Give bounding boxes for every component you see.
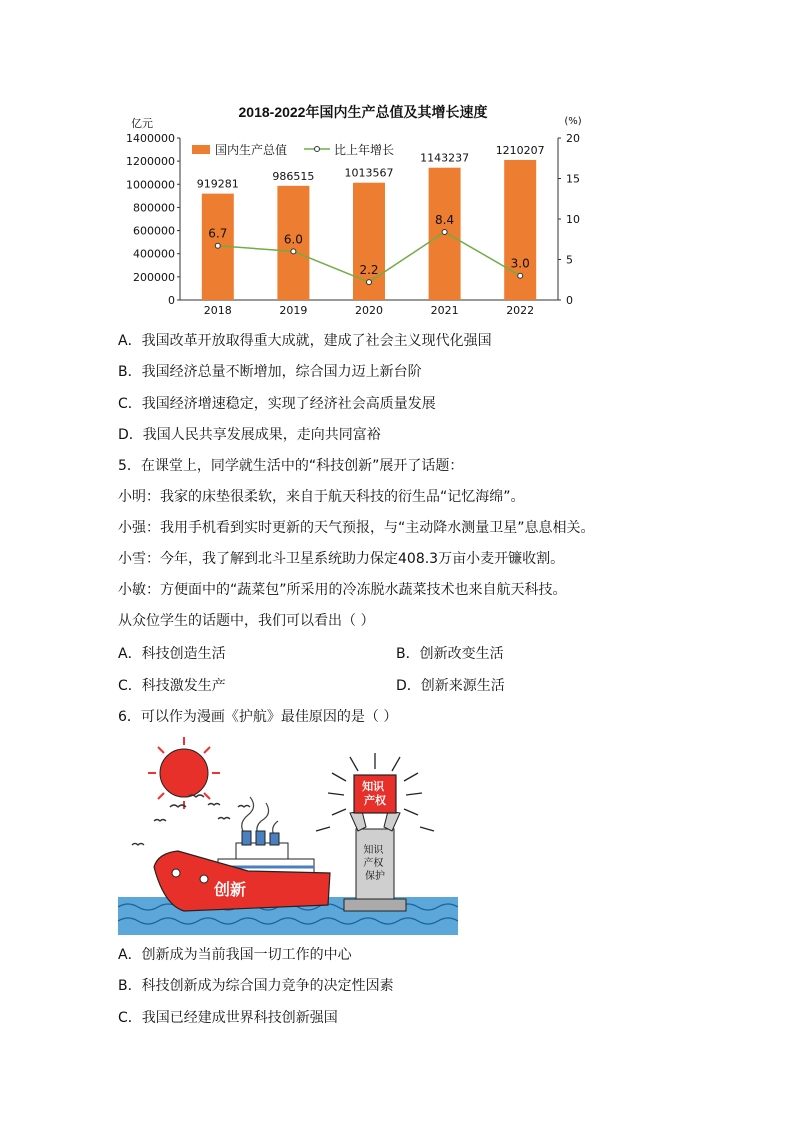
- q6-option-b: B．科技创新成为综合国力竞争的决定性因素: [118, 978, 394, 994]
- x-axis-labels: [204, 304, 534, 317]
- q4-option-b: B．我国经济总量不断增加，综合国力迈上新台阶: [118, 364, 422, 380]
- q5-dialogue-xiaomin: 小敏：方便面中的“蔬菜包”所采用的冷冻脱水蔬菜技术也来自航天科技。: [118, 582, 567, 598]
- growth-value-label: 6.0: [283, 232, 303, 247]
- q5-question: 从众位学生的话题中，我们可以看出（ ）: [118, 613, 375, 629]
- book-label-line: 产权: [364, 794, 386, 807]
- legend-line-marker: [315, 147, 320, 152]
- growth-point: [215, 243, 220, 248]
- gdp-bar-value-label: 1143237: [420, 151, 470, 165]
- q5-dialogue-xiaoxue: 小雪：今年，我了解到北斗卫星系统助力保定408.3万亩小麦开镰收割。: [118, 551, 565, 567]
- gdp-bars: [202, 160, 536, 300]
- gdp-chart: [118, 100, 608, 320]
- ship-label: 创新: [214, 880, 247, 899]
- left-tick-label: 1000000: [126, 178, 175, 192]
- right-tick-label: 20: [566, 132, 580, 145]
- q6-stem: 6．可以作为漫画《护航》最佳原因的是（ ）: [118, 709, 398, 725]
- chart-title: 2018-2022年国内生产总值及其增长速度: [238, 104, 488, 120]
- q6-option-c: C．我国已经建成世界科技创新强国: [118, 1010, 338, 1026]
- right-tick-label: 15: [566, 172, 580, 186]
- right-tick-label: 10: [566, 213, 580, 226]
- growth-value-label: 2.2: [359, 263, 379, 278]
- left-tick-label: 200000: [133, 270, 175, 284]
- book-label-line: 知识: [362, 780, 385, 793]
- right-tick-label: 5: [566, 253, 573, 267]
- gdp-bar-value-label: 986515: [272, 169, 315, 183]
- q5-option-d: D．创新来源生活: [396, 678, 505, 694]
- left-tick-label: 1400000: [126, 132, 175, 145]
- pillar-base: [344, 899, 406, 911]
- left-tick-label: 800000: [133, 201, 175, 215]
- q5-stem: 5．在课堂上，同学就生活中的“科技创新”展开了话题：: [118, 458, 464, 474]
- pillar-label-line: 知识: [363, 845, 384, 856]
- gdp-bar-value-label: 1210207: [495, 143, 545, 157]
- right-axis-ticks: [558, 132, 580, 307]
- ship-funnel-1: [242, 831, 251, 845]
- comic-escort-svg: [118, 735, 458, 935]
- x-axis-label: 2019: [279, 304, 308, 317]
- x-axis-label: 2020: [355, 304, 383, 317]
- q5-dialogue-xiaoming: 小明：我家的床垫很柔软，来自于航天科技的衍生品“记忆海绵”。: [118, 489, 525, 505]
- left-tick-label: 1200000: [126, 155, 175, 169]
- ship-funnel-2: [256, 831, 265, 845]
- gdp-chart-svg: [118, 100, 608, 320]
- growth-point: [367, 280, 372, 285]
- q4-option-d: D．我国人民共享发展成果，走向共同富裕: [118, 427, 381, 443]
- left-tick-label: 400000: [133, 247, 175, 261]
- growth-value-label: 3.0: [510, 256, 530, 271]
- gdp-bar: [504, 160, 536, 300]
- left-axis-unit: 亿元: [131, 117, 153, 130]
- x-axis-label: 2021: [430, 304, 459, 317]
- q4-option-a: A．我国改革开放取得重大成就，建成了社会主义现代化强国: [118, 333, 492, 349]
- pillar-label-line: 产权: [363, 858, 384, 869]
- right-tick-label: 0: [566, 294, 573, 307]
- comic-escort: [118, 735, 458, 935]
- x-axis-label: 2022: [506, 304, 535, 317]
- right-axis-unit: (%): [564, 116, 582, 127]
- gdp-bar-value-label: 919281: [196, 177, 239, 191]
- q5-option-a: A．科技创造生活: [118, 646, 226, 662]
- q6-option-a: A．创新成为当前我国一切工作的中心: [118, 947, 352, 963]
- q4-option-c: C．我国经济增速稳定，实现了经济社会高质量发展: [118, 396, 436, 412]
- legend-line-label: 比上年增长: [334, 143, 395, 157]
- ship-funnel-3: [270, 833, 279, 845]
- growth-point: [291, 249, 296, 254]
- pillar-label-line: 保护: [365, 871, 385, 882]
- gdp-bar-value-label: 1013567: [344, 166, 394, 180]
- pillar-label: [363, 844, 386, 882]
- growth-value-label: 6.7: [208, 226, 228, 241]
- q5-dialogue-xiaoqiang: 小强：我用手机看到实时更新的天气预报，与“主动降水测量卫星”息息相关。: [118, 520, 595, 536]
- legend-bar-swatch: [192, 145, 210, 154]
- growth-value-label: 8.4: [435, 212, 455, 227]
- growth-point: [518, 273, 523, 278]
- sun: [160, 749, 208, 797]
- legend-bar-label: 国内生产总值: [215, 143, 288, 157]
- q5-option-b: B．创新改变生活: [396, 646, 504, 662]
- left-tick-label: 0: [168, 294, 175, 307]
- anchor-hole-1: [172, 869, 180, 877]
- growth-point: [442, 229, 447, 234]
- q5-option-c: C．科技激发生产: [118, 678, 226, 694]
- x-axis-label: 2018: [203, 304, 232, 317]
- left-tick-label: 600000: [133, 224, 175, 238]
- anchor-hole-2: [200, 875, 208, 883]
- left-axis-ticks: [126, 132, 180, 307]
